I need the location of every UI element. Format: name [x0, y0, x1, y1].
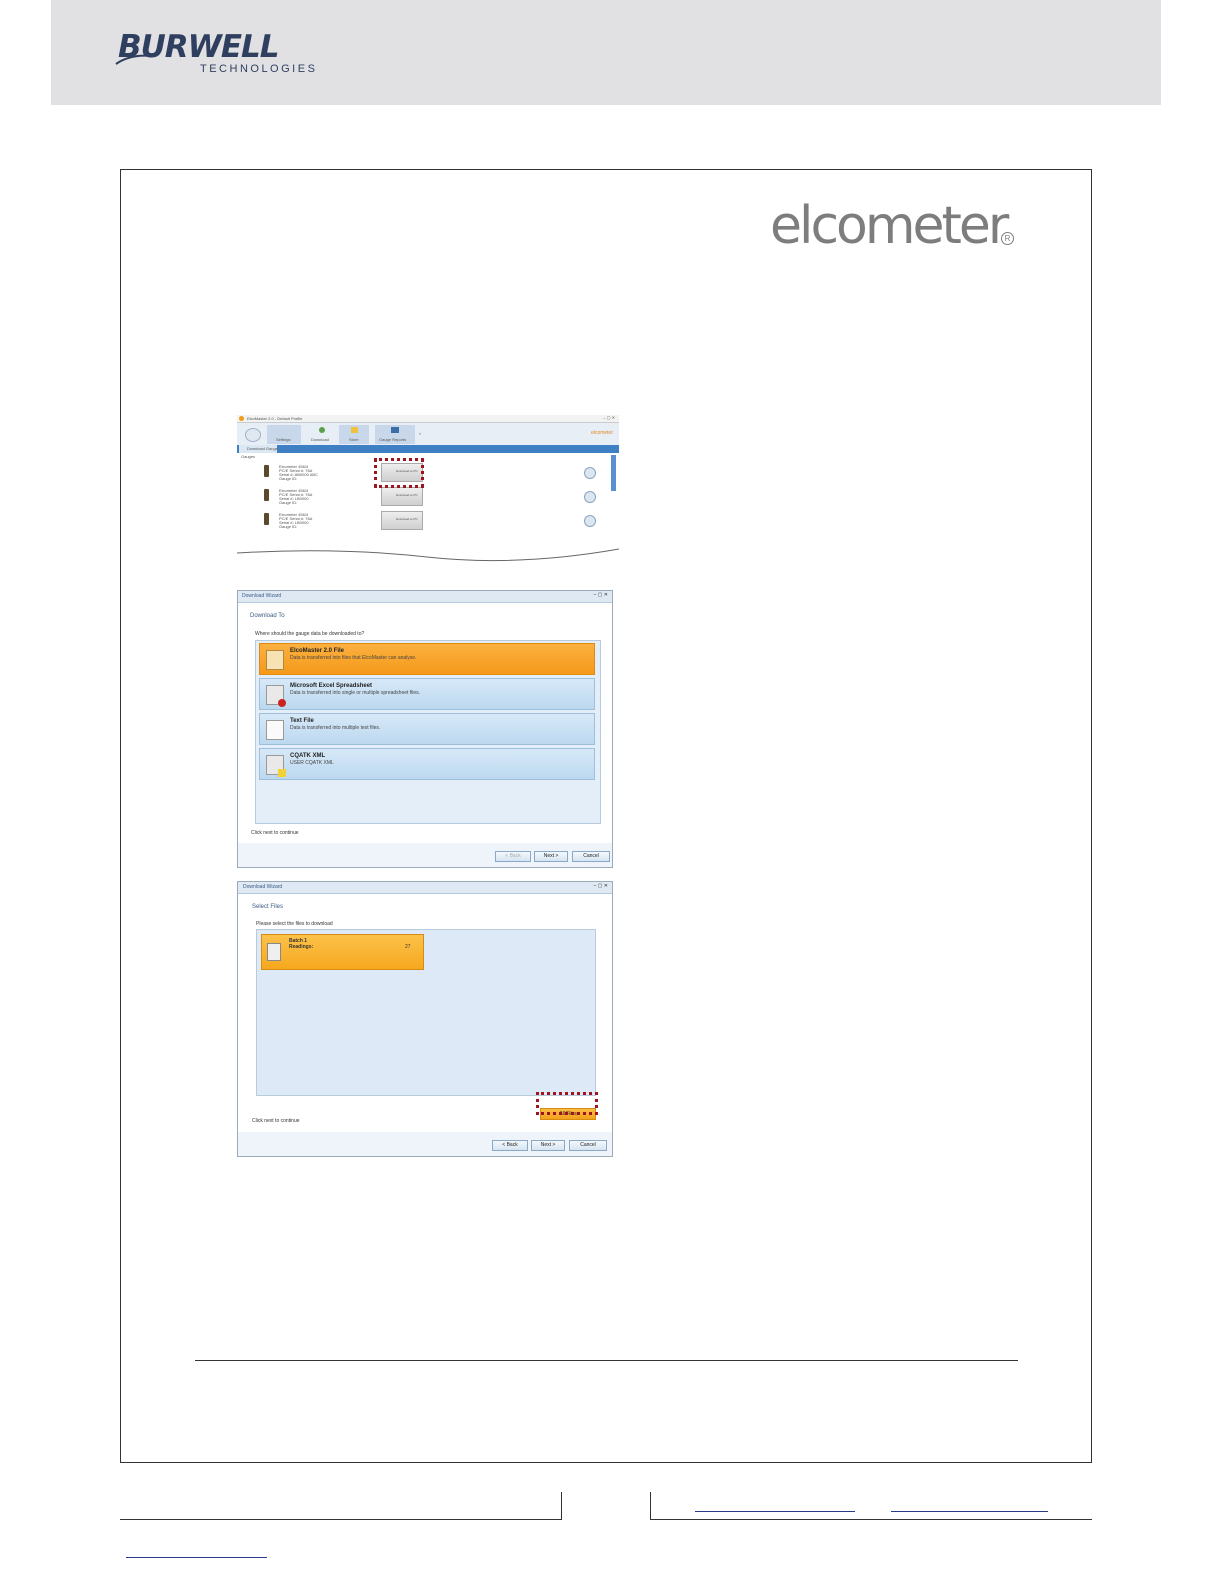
- download-gauge-tab[interactable]: Download Gauge: [239, 445, 277, 453]
- wizard-hint: Click next to continue: [252, 1118, 300, 1124]
- text-file-icon: [266, 720, 284, 740]
- batch-item[interactable]: [261, 934, 424, 970]
- gauge-device-icon: [264, 465, 269, 477]
- elcometer-logo: elcometer: [770, 196, 1007, 256]
- option-elcomaster-file[interactable]: ElcoMaster 2.0 File Data is transferred into files that ElcoMaster can analyse.: [259, 643, 595, 675]
- ribbon-bar: [237, 445, 619, 453]
- gauge-info-icon[interactable]: [584, 467, 596, 479]
- wizard-body: [238, 603, 612, 843]
- gauge-info-icon[interactable]: [584, 491, 596, 503]
- burwell-logo: [118, 29, 318, 75]
- select-files-wizard-screenshot: [237, 881, 613, 1157]
- footer-link-underline[interactable]: [695, 1511, 855, 1512]
- wizard-title-bar: [238, 591, 612, 603]
- gauge-device-icon: [264, 489, 269, 501]
- option-excel-spreadsheet[interactable]: Microsoft Excel Spreadsheet Data is transferred into single or multiple spreadsheet files.: [259, 678, 595, 710]
- gauge-info-icon[interactable]: [584, 515, 596, 527]
- download-to-pc-button[interactable]: Download to PC: [381, 487, 423, 506]
- footer-divider-right: [650, 1492, 651, 1520]
- wizard-title: Download Wizard: [242, 593, 282, 599]
- expand-icon[interactable]: »: [419, 431, 422, 436]
- footer-link-underline[interactable]: [891, 1511, 1048, 1512]
- all-files-button[interactable]: All Files: [540, 1108, 596, 1120]
- next-button[interactable]: Next >: [531, 1140, 565, 1151]
- window-controls-icon[interactable]: – ▢ ✕: [593, 592, 608, 598]
- brand-name: BURWELL: [118, 29, 279, 65]
- xml-file-icon: [266, 755, 284, 775]
- section-divider: [195, 1360, 1018, 1361]
- brand-subtitle: TECHNOLOGIES: [200, 63, 318, 75]
- swoosh-icon: [114, 52, 154, 68]
- elcomaster-file-icon: [266, 650, 284, 670]
- download-button[interactable]: Download: [305, 425, 339, 444]
- gauge-row: Elcometer 456/4 PC/E Serial #: 76A Serial #: LB0000 Gauge ID: Download to PC: [237, 485, 611, 509]
- download-button-highlight: [374, 458, 424, 488]
- file-list: [256, 929, 596, 1096]
- reports-icon: [391, 427, 399, 433]
- app-icon: [239, 416, 244, 421]
- option-cqatk-xml[interactable]: CQATK XML USER CQATK XML: [259, 748, 595, 780]
- elcometer-mini-logo: elcometer: [591, 430, 613, 436]
- wizard-heading: Select Files: [252, 904, 284, 910]
- batch-file-icon: [267, 943, 281, 961]
- excel-icon: [266, 685, 284, 705]
- registered-mark: R: [1001, 232, 1014, 245]
- store-button[interactable]: Store: [339, 425, 369, 444]
- cancel-button[interactable]: Cancel: [569, 1140, 607, 1151]
- all-files-highlight: [536, 1092, 598, 1115]
- torn-edge: [237, 543, 619, 570]
- footer-rule-left: [120, 1519, 562, 1520]
- wizard-title: Download Wizard: [243, 884, 283, 890]
- destination-list: [255, 640, 601, 824]
- option-text-file[interactable]: Text File Data is transferred into multiple text files.: [259, 713, 595, 745]
- gauge-reports-button[interactable]: Gauge Reports: [375, 425, 415, 444]
- gauge-row: Elcometer 456/4 PC/E Serial #: 76A Serial #: AB0000 ABC Gauge ID: Download to PC: [237, 461, 611, 485]
- wizard-hint: Click next to continue: [251, 830, 299, 836]
- footer-divider-left: [561, 1492, 562, 1520]
- gauges-section-label: Gauges: [241, 454, 256, 459]
- batch-readings-count: 27: [405, 944, 411, 950]
- download-to-pc-button[interactable]: Download to PC: [381, 463, 423, 482]
- title-bar: [237, 415, 619, 423]
- cancel-button[interactable]: Cancel: [572, 851, 610, 862]
- back-button[interactable]: < Back: [492, 1140, 528, 1151]
- wizard-question: Where should the gauge data be downloaded to?: [255, 631, 365, 637]
- app-menu-icon[interactable]: [245, 428, 261, 442]
- settings-button[interactable]: Settings: [267, 425, 301, 444]
- store-icon: [351, 427, 358, 433]
- batch-name: Batch 1: [289, 938, 308, 944]
- window-controls-icon[interactable]: – ▢ ✕: [603, 415, 615, 420]
- scrollbar[interactable]: [611, 455, 616, 491]
- download-to-pc-button[interactable]: Download to PC: [381, 511, 423, 530]
- gauge-device-icon: [264, 513, 269, 525]
- download-to-wizard-screenshot: [237, 590, 613, 868]
- toolbar: [237, 423, 619, 445]
- elcomaster-window-screenshot: [237, 415, 619, 570]
- batch-readings-label: Readings:: [289, 944, 314, 950]
- wizard-heading: Download To: [250, 613, 285, 619]
- next-button[interactable]: Next >: [534, 851, 568, 862]
- footer-link-underline[interactable]: [126, 1557, 267, 1558]
- window-title: ElcoMaster 2.0 - Default Profile: [247, 416, 303, 421]
- back-button[interactable]: < Back: [495, 851, 531, 862]
- footer-rule-right: [650, 1519, 1092, 1520]
- window-controls-icon[interactable]: – ▢ ✕: [593, 883, 608, 889]
- wizard-title-bar: [238, 882, 612, 894]
- gauge-row: Elcometer 456/4 PC/E Serial #: 76A Serial #: LB0000 Gauge ID: Download to PC: [237, 509, 611, 533]
- wizard-prompt: Please select the files to download: [256, 921, 333, 927]
- download-icon: [319, 427, 325, 433]
